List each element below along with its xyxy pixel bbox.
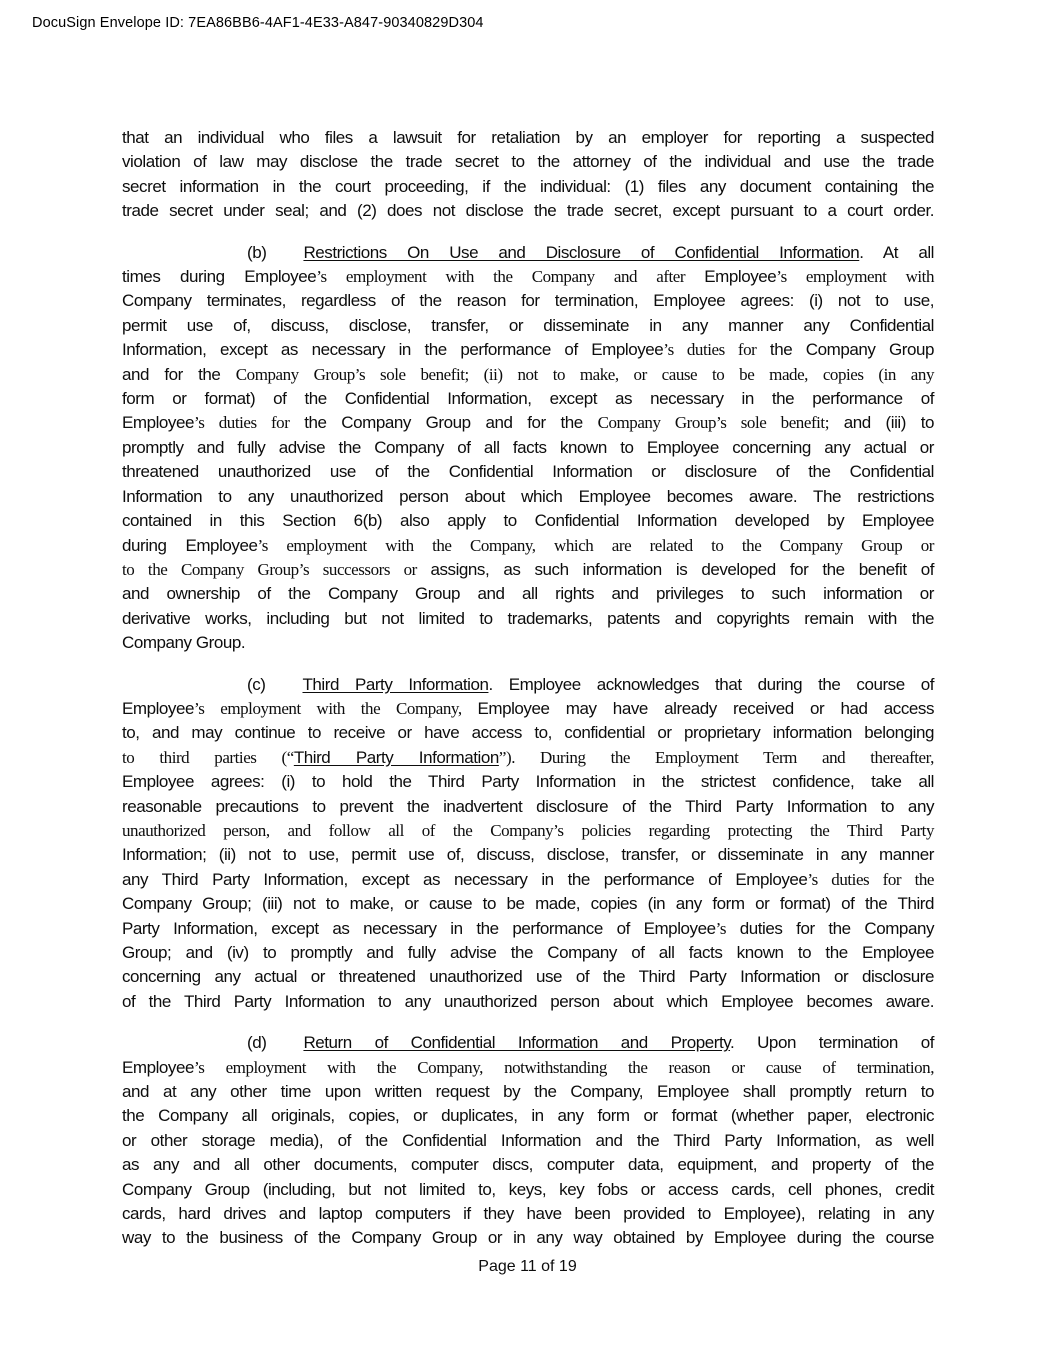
text-run: unauthorized person, and follow all of the Company’s policies regarding protecting the Third Party	[122, 820, 934, 840]
text-run: (b)	[247, 242, 267, 262]
text-run: Employee	[122, 413, 194, 433]
text-line	[122, 1202, 934, 1226]
text-line	[122, 1104, 934, 1128]
text-run: . Upon termination of	[730, 1033, 935, 1053]
text-line	[122, 1226, 934, 1250]
text-run: that an individual who files a lawsuit for retaliation by an employer for reporting a suspected	[122, 128, 934, 147]
text-line	[122, 819, 934, 843]
text-line	[122, 990, 934, 1014]
text-line	[122, 673, 934, 697]
text-run: to, and may continue to receive or have access to, confidential or proprietary information belonging	[122, 723, 934, 743]
text-run: ’s duties for	[194, 413, 290, 433]
text-run: Employee agrees: (i) to hold the Third Party Information in the strictest confidence, take all	[122, 772, 934, 792]
underlined-heading-text: Third Party Information	[293, 747, 499, 767]
text-run: derivative works, including but not limited to trademarks, patents and copyrights remain with the	[122, 608, 934, 628]
text-run: Employee	[704, 267, 777, 287]
text-run: Company terminates, regardless of the reason for termination, Employee agrees: (i) not to use,	[122, 291, 934, 311]
text-run: (d)	[247, 1033, 267, 1053]
text-line	[122, 1080, 934, 1104]
text-line	[122, 534, 934, 558]
text-line	[122, 265, 934, 289]
text-run: concerning any actual or threatened unauthorized use of the Third Party Information or disclosure	[122, 967, 934, 987]
text-run: (c)	[247, 674, 266, 694]
text-line	[122, 436, 934, 460]
text-run: to the Company Group’s successors or	[122, 559, 431, 579]
text-line	[122, 1129, 934, 1153]
text-run: the Company Group and for the	[289, 413, 598, 433]
text-run: ’s employment with the Company, which are related to the Company Group or	[257, 535, 934, 555]
text-run: during Employee	[122, 535, 258, 555]
text-line	[122, 460, 934, 484]
paragraph	[122, 241, 934, 656]
paragraph	[122, 126, 934, 224]
text-line	[122, 175, 934, 199]
text-run: of the Third Party Information to any unauthorized person about which Employee becomes aware.	[122, 991, 934, 1011]
text-line	[122, 289, 934, 313]
text-line	[122, 795, 934, 819]
text-line	[122, 1056, 934, 1080]
text-line	[122, 387, 934, 411]
text-line	[122, 338, 934, 362]
underlined-heading-text: Restrictions On Use and Disclosure of Confidential Information	[303, 242, 860, 262]
text-run: promptly and fully advise the Company of all facts known to Employee concerning any actual or	[122, 437, 934, 457]
tab-spacer	[266, 1047, 303, 1048]
text-run: and for the	[122, 364, 236, 384]
text-run: permit use of, discuss, disclose, transfer, or disseminate in any manner any Confidential	[122, 315, 934, 335]
page-number: Page 11 of 19	[478, 1258, 577, 1275]
text-line	[122, 485, 934, 509]
text-run: times during Employee	[122, 267, 317, 287]
text-run: as any and all other documents, computer discs, computer data, equipment, and property of the	[122, 1155, 934, 1175]
indent-spacer	[122, 1047, 247, 1048]
text-line	[122, 199, 934, 223]
text-run: contained in this Section 6(b) also apply to Confidential Information developed by Employee	[122, 511, 934, 531]
text-run: any Third Party Information, except as necessary in the performance of Employee	[122, 869, 808, 889]
text-run: cards, hard drives and laptop computers if they have been provided to Employee), relating in any	[122, 1204, 934, 1224]
text-run: way to the business of the Company Group or in any way obtained by Employee during the course	[122, 1228, 934, 1248]
text-line	[122, 843, 934, 867]
text-run: Company Group.	[122, 633, 246, 653]
text-line	[122, 941, 934, 965]
text-run: ’s	[715, 918, 727, 938]
text-line	[122, 868, 934, 892]
text-line	[122, 150, 934, 174]
text-run: Company Group (including, but not limited to, keys, key fobs or access cards, cell phones, credit	[122, 1179, 934, 1199]
text-run: . Employee acknowledges that during the course of	[488, 674, 934, 694]
text-run: ’s duties for	[663, 340, 757, 360]
text-run: reasonable precautions to prevent the inadvertent disclosure of the Third Party Information to any	[122, 796, 934, 816]
text-line	[122, 965, 934, 989]
text-line	[122, 1153, 934, 1177]
text-run: violation of law may disclose the trade secret to the attorney of the individual and use the trade	[122, 152, 934, 172]
tab-spacer	[265, 689, 302, 690]
text-line	[122, 241, 934, 265]
text-run: Company Group; (iii) not to make, or cause to be made, copies (in any form or format) of the Third	[122, 894, 934, 914]
text-run: and at any other time upon written request by the Company, Employee shall promptly return to	[122, 1082, 934, 1102]
text-run: duties for the Company	[726, 918, 934, 938]
text-run: ’s employment with the Company, notwithstanding the reason or cause of termination,	[194, 1057, 934, 1077]
text-run: Information, except as necessary in the performance of Employee	[122, 340, 664, 360]
text-line	[122, 746, 934, 770]
text-run: assigns, as such information is developed for the benefit of	[430, 559, 934, 579]
text-line	[122, 509, 934, 533]
underlined-heading-text: Third Party Information	[302, 674, 489, 694]
text-line	[122, 697, 934, 721]
paragraph	[122, 673, 934, 1015]
text-line	[122, 917, 934, 941]
text-run: ’s duties for the	[807, 869, 934, 889]
text-run: Employee	[122, 698, 194, 718]
text-run: threatened unauthorized use of the Confidential Information or disclosure of the Confidential	[122, 462, 934, 482]
text-run: Group; and (iv) to promptly and fully advise the Company of all facts known to the Employee	[122, 943, 934, 962]
text-line	[122, 631, 934, 655]
text-run: Employee may have already received or had access	[477, 698, 934, 718]
text-line	[122, 126, 934, 150]
text-line	[122, 892, 934, 916]
text-line	[122, 363, 934, 387]
text-line	[122, 314, 934, 338]
tab-spacer	[266, 257, 303, 258]
text-line	[122, 770, 934, 794]
text-run: secret information in the court proceeding, if the individual: (1) files any document containing the	[122, 176, 934, 196]
text-run: . At all	[859, 242, 935, 262]
text-run: and ownership of the Company Group and all rights and privileges to such information or	[122, 584, 934, 604]
text-run: Party Information, except as necessary in the performance of Employee	[122, 918, 716, 938]
text-run: ’s employment with the Company and after	[316, 267, 705, 287]
text-run: Company Group’s sole benefit; (ii) not to make, or cause to be made, copies (in any	[235, 364, 934, 384]
indent-spacer	[122, 257, 247, 258]
indent-spacer	[122, 689, 247, 690]
text-run: or other storage media), of the Confidential Information and the Third Party Information, as well	[122, 1130, 934, 1150]
text-run: Employee	[122, 1057, 194, 1077]
text-line	[122, 558, 934, 582]
text-run: and (iii) to	[828, 413, 934, 433]
text-line	[122, 721, 934, 745]
docusign-envelope-id: DocuSign Envelope ID: 7EA86BB6-4AF1-4E33-A847-90340829D304	[32, 15, 484, 31]
paragraph	[122, 1031, 934, 1251]
text-line	[122, 411, 934, 435]
text-run: the Company all originals, copies, or duplicates, in any form or format (whether paper, electronic	[122, 1106, 934, 1126]
text-run: Information; (ii) not to use, permit use of, discuss, disclose, transfer, or disseminate in any manner	[122, 845, 934, 865]
text-run: Information to any unauthorized person about which Employee becomes aware. The restrictions	[122, 486, 934, 506]
text-line	[122, 1031, 934, 1055]
text-run: the Company Group	[756, 340, 934, 360]
text-run: Company Group’s sole benefit;	[597, 413, 829, 433]
text-run: to third parties (“	[122, 747, 294, 767]
text-line	[122, 1178, 934, 1202]
text-run: ’s employment with the Company,	[194, 698, 478, 718]
underlined-heading-text: Return of Confidential Information and Property	[303, 1033, 731, 1053]
text-run: trade secret under seal; and (2) does not disclose the trade secret, except pursuant to a court order.	[122, 201, 934, 221]
text-run: ’s employment with	[776, 267, 935, 287]
text-line	[122, 607, 934, 631]
text-run: ”). During the Employment Term and thereafter,	[498, 747, 934, 767]
text-line	[122, 582, 934, 606]
document-body	[122, 126, 934, 1251]
text-run: form or format) of the Confidential Information, except as necessary in the performance of	[122, 389, 934, 409]
